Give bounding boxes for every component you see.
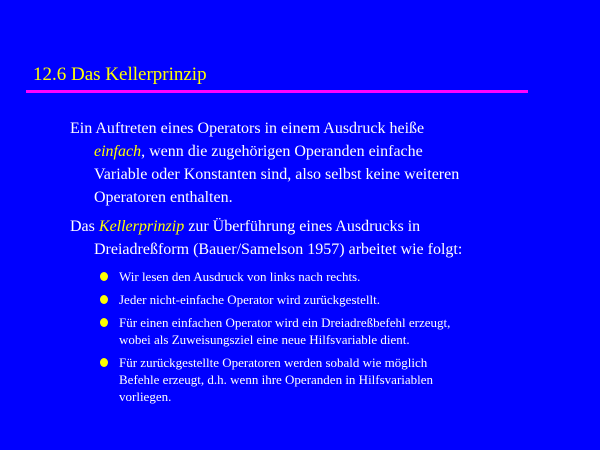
paragraph-line: Dreiadreßform (Bauer/Samelson 1957) arbeitet wie folgt: [94,241,463,258]
bullet-dot-icon [100,295,108,304]
bullet-list [99,268,569,411]
paragraph-line: Variable oder Konstanten sind, also selbst keine weiteren [94,166,460,183]
paragraph-line [70,140,570,163]
title-underline [26,90,528,93]
emphasis-term-einfach: einfach [94,143,142,160]
slide-title: 12.6 Das Kellerprinzip [33,64,207,85]
bullet-item [99,268,569,285]
bullet-text-line: Für einen einfachen Operator wird ein Dreiadreßbefehl erzeugt, [119,315,451,330]
paragraph-line [70,215,570,238]
bullet-text-line: vorliegen. [119,389,172,404]
paragraph-line-text: zur Überführung eines Ausdrucks in [184,218,421,235]
paragraph-definition [70,117,570,209]
paragraph-line: Ein Auftreten eines Operators in einem Ausdruck heiße [70,120,425,137]
bullet-text-line: Wir lesen den Ausdruck von links nach rechts. [119,269,361,284]
paragraph-line-text: Das [70,218,99,235]
bullet-item [99,314,569,348]
bullet-dot-icon [100,318,108,327]
bullet-text-line: Jeder nicht-einfache Operator wird zurückgestellt. [119,292,380,307]
bullet-text-line: wobei als Zuweisungsziel eine neue Hilfsvariable dient. [119,332,410,347]
bullet-text-line: Befehle erzeugt, d.h. wenn ihre Operanden in Hilfsvariablen [119,372,434,387]
bullet-item [99,354,569,405]
paragraph-kellerprinzip [70,215,570,261]
emphasis-term-kellerprinzip: Kellerprinzip [98,218,185,235]
paragraph-line: Operatoren enthalten. [94,189,233,206]
paragraph-line-text: , wenn die zugehörigen Operanden einfache [141,143,423,160]
bullet-text-line: Für zurückgestellte Operatoren werden sobald wie möglich [119,355,428,370]
bullet-item [99,291,569,308]
bullet-dot-icon [100,358,108,367]
bullet-dot-icon [100,272,108,281]
